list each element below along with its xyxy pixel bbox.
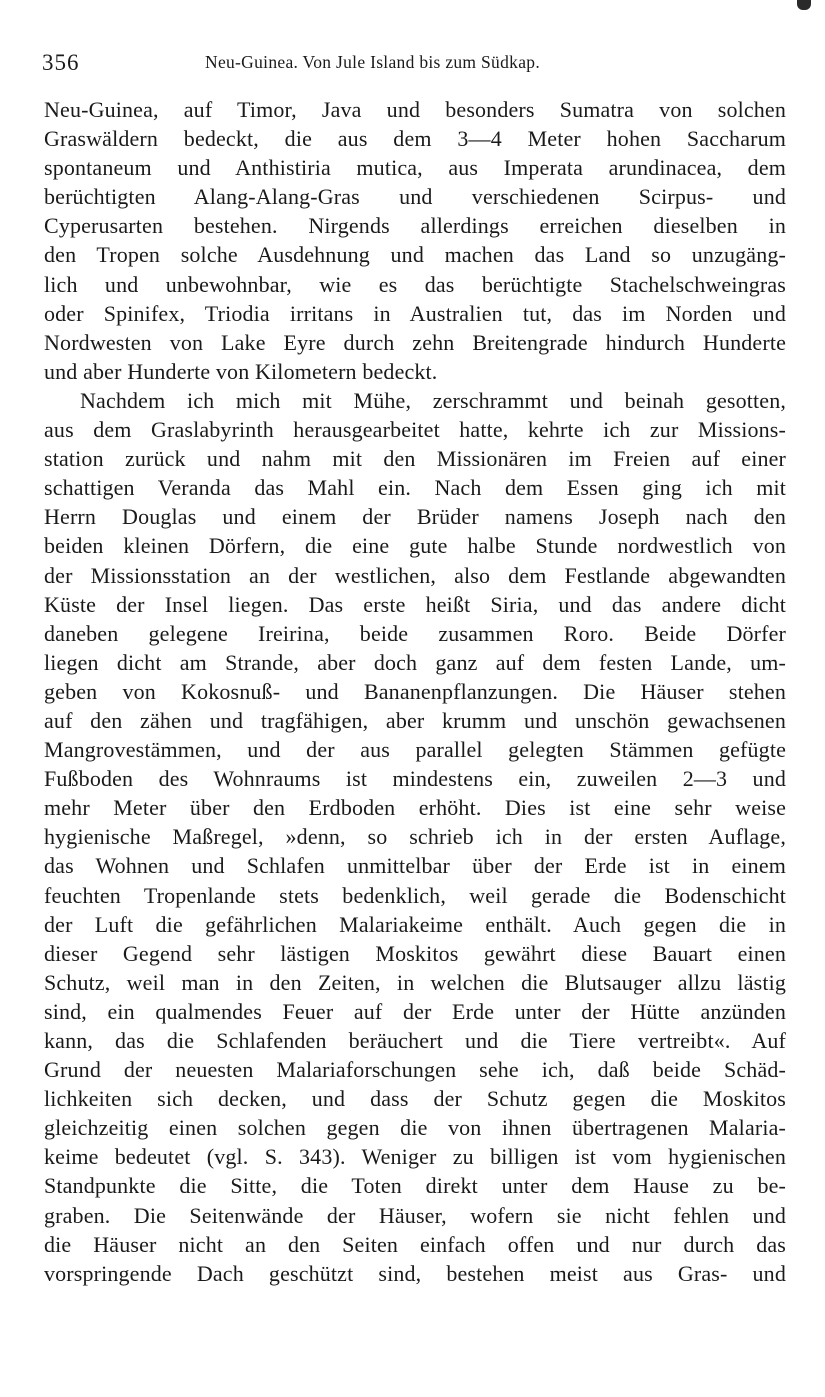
running-head: [42, 48, 784, 78]
text-line: aus dem Graslabyrinth herausgearbeitet hatte, kehrte ich zur Missions-: [44, 417, 786, 443]
text-line: die Häuser nicht an den Seiten einfach offen und nur durch das: [44, 1231, 786, 1257]
paragraph-2: [44, 386, 786, 1288]
text-line: der Luft die gefährlichen Malariakeime enthält. Auch gegen die in: [44, 911, 786, 937]
text-line: den Tropen solche Ausdehnung und machen das Land so unzugäng-: [44, 242, 786, 268]
text-line: keime bedeutet (vgl. S. 343). Weniger zu billigen ist vom hygienischen: [44, 1144, 786, 1170]
text-line: feuchten Tropenlande stets bedenklich, weil gerade die Bodenschicht: [44, 882, 786, 908]
text-line: lich und unbewohnbar, wie es das berüchtigte Stachelschweingras: [44, 271, 786, 297]
text-line: schattigen Veranda das Mahl ein. Nach dem Essen ging ich mit: [44, 475, 786, 501]
running-title: Neu-Guinea. Von Jule Island bis zum Südkap.: [205, 52, 540, 72]
text-line: geben von Kokosnuß- und Bananenpflanzungen. Die Häuser stehen: [44, 678, 786, 704]
text-line: Mangrovestämmen, und der aus parallel gelegten Stämmen gefügte: [44, 737, 786, 763]
text-line: Fußboden des Wohnraums ist mindestens ein, zuweilen 2—3 und: [44, 766, 786, 792]
text-line: daneben gelegene Ireirina, beide zusammen Roro. Beide Dörfer: [44, 620, 786, 646]
scan-corner-mark: [797, 0, 811, 10]
text-line: Standpunkte die Sitte, die Toten direkt unter dem Hause zu be-: [44, 1173, 786, 1199]
text-line: beiden kleinen Dörfern, die eine gute halbe Stunde nordwestlich von: [44, 533, 786, 559]
text-line: Neu-Guinea, auf Timor, Java und besonders Sumatra von solchen: [44, 97, 786, 122]
text-line: graben. Die Seitenwände der Häuser, wofern sie nicht fehlen und: [44, 1202, 786, 1228]
text-line: das Wohnen und Schlafen unmittelbar über der Erde ist in einem: [44, 853, 786, 879]
text-line: Graswäldern bedeckt, die aus dem 3—4 Meter hohen Saccharum: [44, 126, 786, 152]
text-line: Herrn Douglas und einem der Brüder namens Joseph nach den: [44, 504, 786, 530]
text-line: Nachdem ich mich mit Mühe, zerschrammt und beinah gesotten,: [80, 387, 786, 413]
text-line: Nordwesten von Lake Eyre durch zehn Breitengrade hindurch Hunderte: [44, 329, 786, 355]
text-line: liegen dicht am Strande, aber doch ganz auf dem festen Lande, um-: [44, 649, 786, 675]
text-line: Cyperusarten bestehen. Nirgends allerdings erreichen dieselben in: [44, 213, 786, 239]
text-line: station zurück und nahm mit den Missionären im Freien auf einer: [44, 446, 786, 472]
text-line: Schutz, weil man in den Zeiten, in welchen die Blutsauger allzu lästig: [44, 969, 786, 995]
text-line: Küste der Insel liegen. Das erste heißt Siria, und das andere dicht: [44, 591, 786, 617]
body-text: [44, 95, 786, 1288]
text-line: auf den zähen und tragfähigen, aber krumm und unschön gewachsenen: [44, 707, 786, 733]
text-line: vorspringende Dach geschützt sind, bestehen meist aus Gras- und: [44, 1260, 786, 1286]
text-line: kann, das die Schlafenden beräuchert und die Tiere vertreibt«. Auf: [44, 1028, 786, 1053]
text-line: mehr Meter über den Erdboden erhöht. Dies ist eine sehr weise: [44, 795, 786, 821]
text-line: dieser Gegend sehr lästigen Moskitos gewährt diese Bauart einen: [44, 940, 786, 966]
text-line: hygienische Maßregel, »denn, so schrieb ich in der ersten Auflage,: [44, 824, 786, 850]
paragraph-1: [44, 95, 786, 386]
text-line: spontaneum und Anthistiria mutica, aus Imperata arundinacea, dem: [44, 155, 786, 181]
text-line: berüchtigten Alang-Alang-Gras und verschiedenen Scirpus- und: [44, 184, 786, 210]
text-line: der Missionsstation an der westlichen, also dem Festlande abgewandten: [44, 562, 786, 588]
text-line: sind, ein qualmendes Feuer auf der Erde unter der Hütte anzünden: [44, 998, 786, 1024]
text-line: gleichzeitig einen solchen gegen die von ihnen übertragenen Malaria-: [44, 1115, 786, 1141]
text-line: Grund der neuesten Malariaforschungen sehe ich, daß beide Schäd-: [44, 1057, 786, 1083]
text-line: oder Spinifex, Triodia irritans in Australien tut, das im Norden und: [44, 300, 786, 326]
text-line: lichkeiten sich decken, und dass der Schutz gegen die Moskitos: [44, 1086, 786, 1112]
page-number: 356: [42, 50, 80, 75]
text-line: und aber Hunderte von Kilometern bedeckt.: [44, 358, 438, 384]
